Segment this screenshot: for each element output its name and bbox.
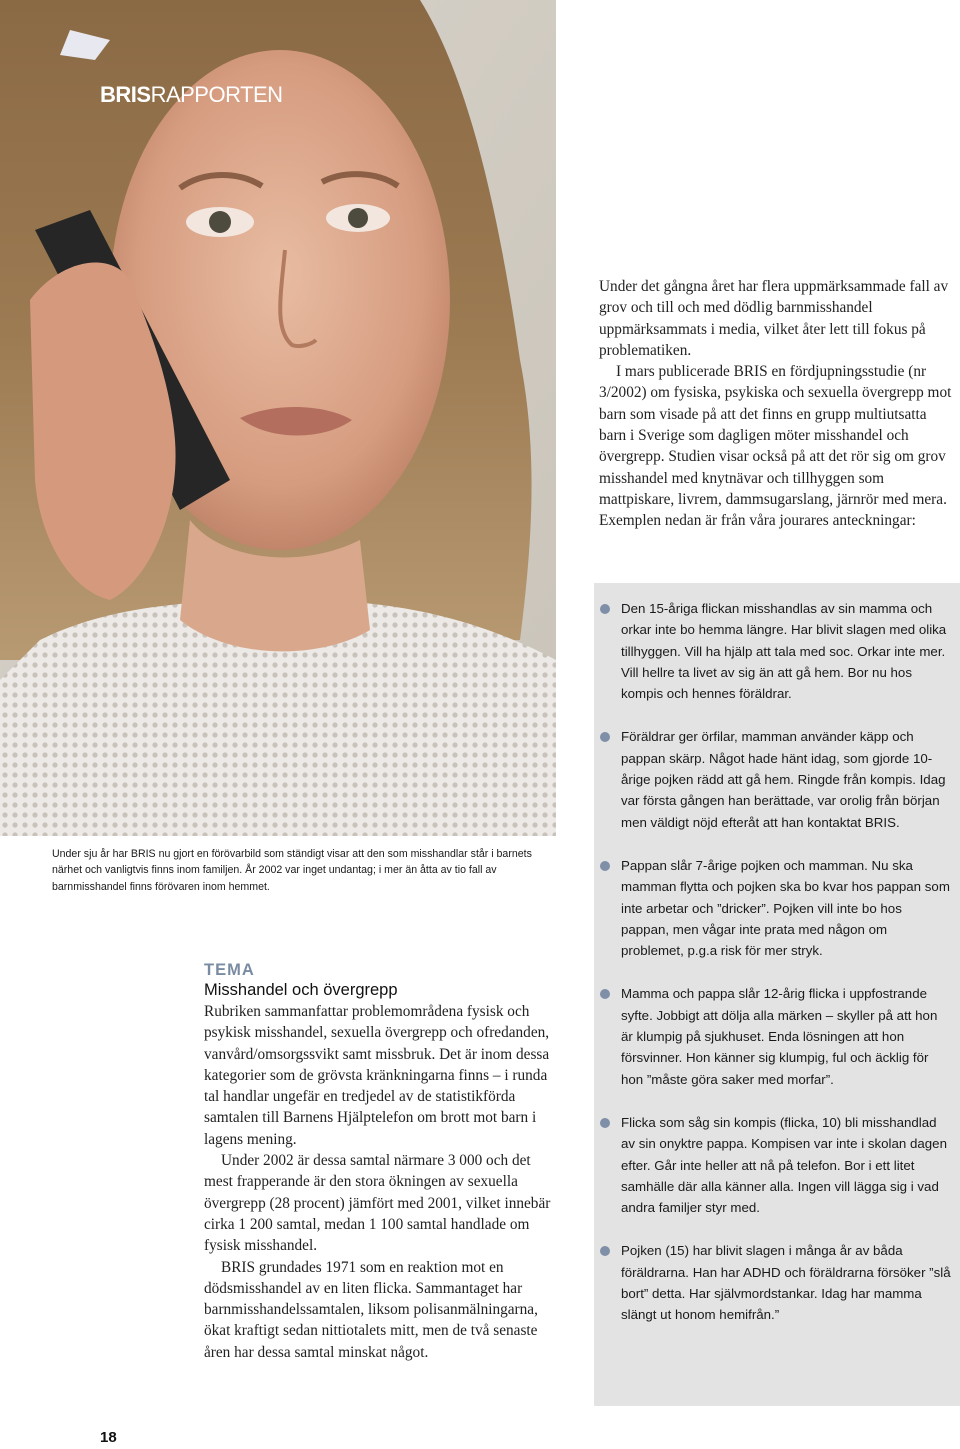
tema-paragraph-3: BRIS grundades 1971 som en reaktion mot en dödsmisshandel av en liten flicka. Sammantaget har barnmisshandelssamtalen, liksom polisanmälningarna, ökat kraftigt sedan nittiotalets mitt, men de två senaste åren har dessa samtal minskat något. <box>204 1258 538 1361</box>
note-text: Pappan slår 7-årige pojken och mamman. Nu ska mamman flytta och pojken ska bo kvar hos pappan som inte arbetar och ”dricker”. Pojken vill inte bo hos pappan, men vågar inte prata med någon om problemet, p.g.a risk för mer stryk. <box>621 857 950 959</box>
intro-paragraph-1: Under det gångna året har flera uppmärksammade fall av grov och till och med dödlig barnmisshandel uppmärksammats i media, vilket åter lett till fokus på problematiken. <box>599 278 949 359</box>
brand-bold: BRIS <box>100 82 151 107</box>
bullet-icon <box>600 989 610 999</box>
bullet-icon <box>600 1118 610 1128</box>
note-text: Den 15-åriga flickan misshandlas av sin mamma och orkar inte bo hemma längre. Har blivit slagen med olika tillhyggen. Vill ha hjälp att tala med soc. Orkar inte mer. Vill hellre ta livet av sig än att gå hem. Bor nu hos kompis och hennes föräldrar. <box>621 601 947 702</box>
note-item <box>600 1240 952 1325</box>
brand-title <box>100 82 283 108</box>
tema-tag: TEMA <box>204 961 255 979</box>
cover-photo <box>0 0 556 836</box>
intro-text <box>599 276 953 532</box>
note-item <box>600 983 952 1089</box>
bullet-icon <box>600 1246 610 1256</box>
note-text: Pojken (15) har blivit slagen i många år av båda föräldrarna. Han har ADHD och föräldrarna försöker ”slå bort” detta. Har självmordstankar. Idag har mamma slängt ut honom hemifrån.” <box>621 1243 951 1323</box>
note-item <box>600 1112 952 1218</box>
intro-paragraph-2: I mars publicerade BRIS en fördjupningsstudie (nr 3/2002) om fysiska, psykiska och sexuella övergrepp mot barn som visade på att det finns en grupp multiutsatta barn i Sverige som dagligen möter misshandel och övergrepp. Studien visar också på att det rör sig om grov misshandel med knytnävar och tillhyggen som mattpiskare, livrem, dammsugarslang, järnrör med mera. Exemplen nedan är från våra jourares anteckningar: <box>599 363 952 530</box>
bullet-icon <box>600 732 610 742</box>
photo-caption: Under sju år har BRIS nu gjort en förövarbild som ständigt visar att den som misshandlar står i barnets närhet och vanligtvis finns inom familjen. År 2002 var inget undantag; i mer än åtta av tio fall av barnmisshandel finns förövaren inom hemmet. <box>52 848 532 893</box>
note-text: Flicka som såg sin kompis (flicka, 10) bli misshandlad av sin onyktre pappa. Kompisen var inte i skolan dagen efter. Går inte heller att nå på telefon. Bor i ett litet samhälle där alla känner alla. Ingen vill lägga sig i vad andra familjer styr med. <box>621 1114 947 1216</box>
brand-light: RAPPORTEN <box>150 82 283 107</box>
tema-section <box>204 960 554 1363</box>
girl-on-phone-photo <box>0 0 556 836</box>
page-number: 18 <box>100 1429 117 1446</box>
bullet-icon <box>600 861 610 871</box>
note-text: Mamma och pappa slår 12-årig flicka i uppfostrande syfte. Jobbigt att dölja alla märken – skyller på att hon är klumpig på sjukhuset. Enda lösningen att hon försvinner. Hon känner sig klumpig, ful och äcklig för hon ”måste göra saker med morfar”. <box>621 986 938 1087</box>
note-text: Föräldrar ger örfilar, mamman använder käpp och pappan skärp. Något hade hänt idag, som gjorde 10-årige pojken rädd att gå hem. Ringde från kompis. Idag var första gången han berättade, var orolig från början men väldigt nöjd efteråt att han kontaktat BRIS. <box>621 729 946 830</box>
note-item <box>600 598 952 704</box>
tema-paragraph-2: Under 2002 är dessa samtal närmare 3 000 och det mest frapperande är den stora ökningen av sexuella övergrepp (28 procent) jämfört med 2001, vilket innebär cirka 1 200 samtal, medan 1 100 samtal handlade om fysisk misshandel. <box>204 1152 551 1255</box>
tema-paragraph-1: Rubriken sammanfattar problemområdena fysisk och psykisk misshandel, sexuella övergrepp och ofredanden, vanvård/omsorgssvikt samt missbruk. Det är inom dessa kategorier som de grövsta kränkningarna finns – i runda tal handlar ungefär en tredjedel av de statistikförda samtalen till Barnens Hjälptelefon om brott mot barn i lagens mening. <box>204 1003 550 1148</box>
bullet-icon <box>600 604 610 614</box>
note-item <box>600 855 952 961</box>
note-item <box>600 726 952 832</box>
tema-heading: Misshandel och övergrepp <box>204 981 398 999</box>
notes-list <box>600 598 952 1348</box>
